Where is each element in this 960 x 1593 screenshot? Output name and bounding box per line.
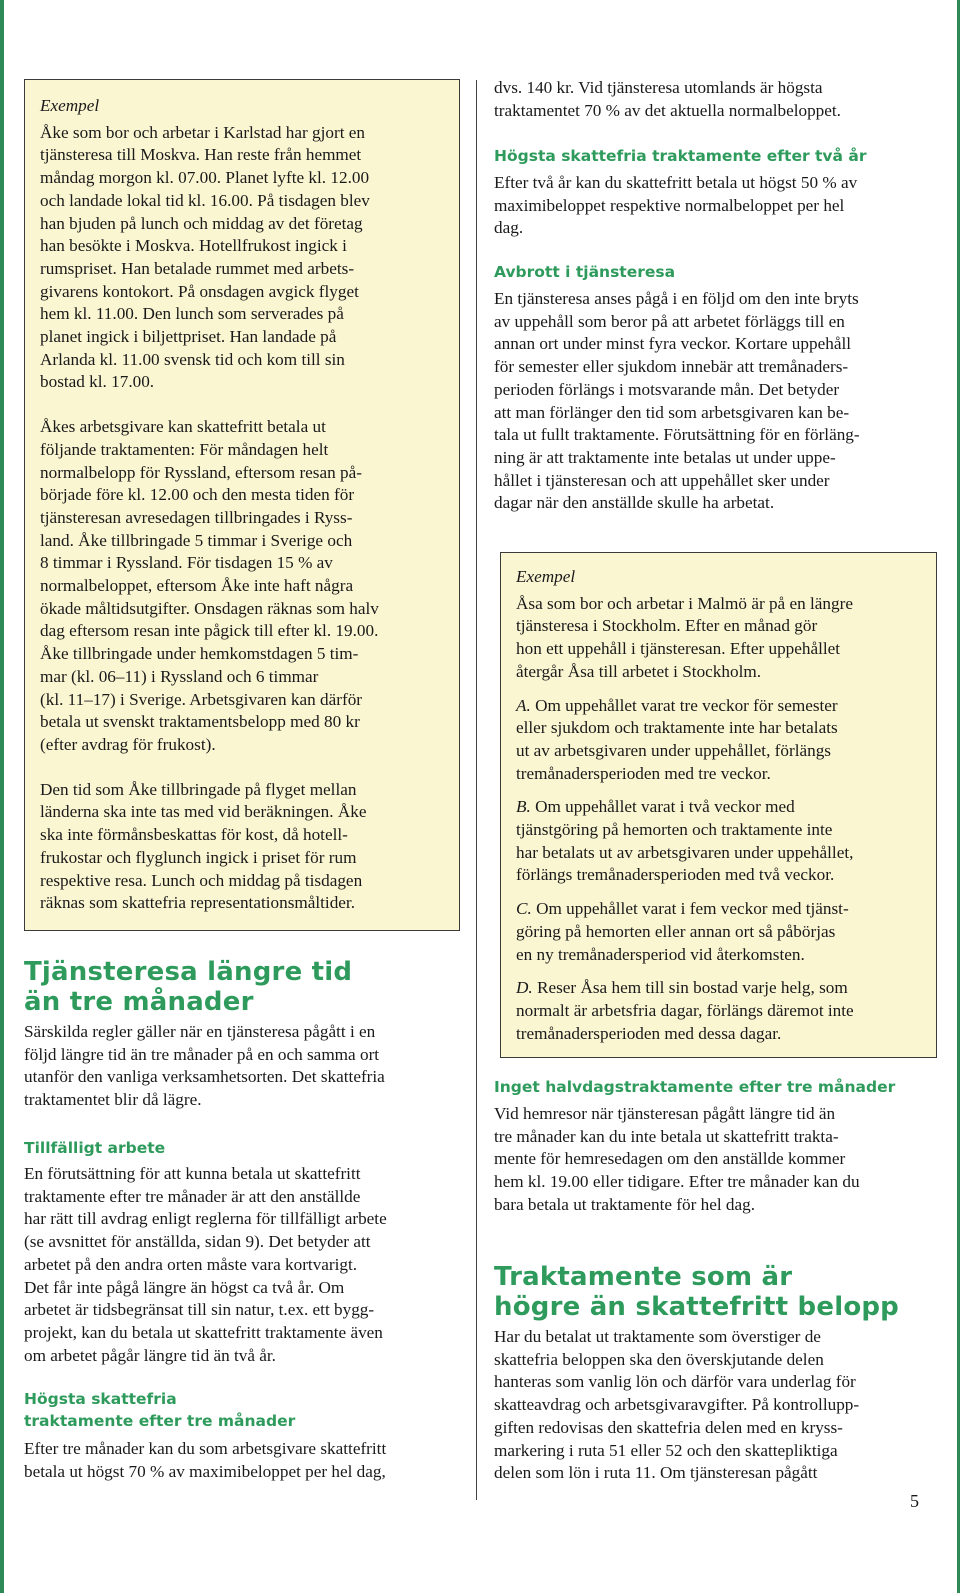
example-paragraph: Åsa som bor och arbetar i Malmö är på en längre tjänsteresa i Stockholm. Efter en månad gör hon ett uppehåll i tjänsteresan. Efter uppehållet återgår Åsa till arbetet i Stockholm. <box>516 593 853 681</box>
body-paragraph: dvs. 140 kr. Vid tjänsteresa utomlands är högsta traktamentet 70 % av det aktuella normalbeloppet. <box>494 78 841 120</box>
example-case-a: A. Om uppehållet varat tre veckor för semester eller sjukdom och traktamente inte har betalats ut av arbetsgivaren under uppehållet, förlängs tremånadersperioden med tre veckor. <box>516 695 838 783</box>
subheading: Avbrott i tjänsteresa <box>494 263 676 281</box>
example-paragraph: Den tid som Åke tillbringade på flyget mellan länderna ska inte tas med vid beräkningen. Åke ska inte förmånsbeskattas för kost, då hotell- frukostar och flyglunch ingick i priset för rum respektive resa. Lunch och middag på tisdagen räknas som skattefria representationsmåltider. <box>40 779 367 913</box>
example-label: Exempel <box>516 567 576 586</box>
example-case-d: D. Reser Åsa hem till sin bostad varje helg, som normalt är arbetsfria dagar, förlängs däremot inte tremånadersperioden med dessa dagar. <box>516 978 854 1043</box>
body-paragraph: Har du betalat ut traktamente som överstiger de skattefria beloppen ska den överskjutande delen hanteras som vanlig lön och därför vara underlag för skatteavdrag och arbetsgivaravgifter. På kontrollupp- giften redovisas den skattefria delen med en kryss- markering i ruta 51 eller 52 och den skattepliktiga delen som lön i ruta 11. Om tjänsteresan pågått <box>494 1327 860 1483</box>
example-box <box>500 552 937 1058</box>
body-paragraph: En förutsättning för att kunna betala ut skattefritt traktamente efter tre månader är att den anställde har rätt till avdrag enligt reglerna för tillfälligt arbete (se avsnittet för anställda, sidan 9). Det betyder att arbetet på den andra orten måste vara kortvarigt. Det får inte pågå längre än högst ca två år. Om arbetet är tidsbegränsat till sin natur, t.ex. ett bygg- projekt, kan du betala ut skattefritt traktamente även om arbetet pågår längre tid än två år. <box>24 1164 387 1365</box>
example-label: Exempel <box>40 96 100 115</box>
example-case-b: B. Om uppehållet varat i två veckor med tjänstgöring på hemorten och traktamente inte har betalats ut av arbetsgivaren under uppehållet, förlängs tremånadersperioden med två veckor. <box>516 797 854 885</box>
example-case-c: C. Om uppehållet varat i fem veckor med tjänst- göring på hemorten eller annan ort så påbörjas en ny tremånadersperiod vid återkomsten. <box>516 899 849 964</box>
body-paragraph: Efter två år kan du skattefritt betala ut högst 50 % av maximibeloppet respektive normalbeloppet per hel dag. <box>494 173 858 238</box>
example-paragraph: Åke som bor och arbetar i Karlstad har gjort en tjänsteresa till Moskva. Han reste från hemmet måndag morgon kl. 07.00. Planet lyfte kl. 12.00 och landade lokal tid kl. 16.00. På tisdagen blev han bjuden på lunch och middag av det företag han besökte i Moskva. Hotellfrukost ingick i rumspriset. Han betalade rummet med arbets- givarens kontokort. På onsdagen avgick flyget hem kl. 11.00. Den lunch som serverades på planet ingick i biljettpriset. Han landade på Arlanda kl. 11.00 svensk tid och kom till sin bostad kl. 17.00. <box>40 122 370 392</box>
example-paragraph: Åkes arbetsgivare kan skattefritt betala ut följande traktamenten: För måndagen helt normalbelopp för Ryssland, eftersom resan på- började före kl. 12.00 och den mesta tiden för tjänsteresan avresedagen tillbringades i Ryss- land. Åke tillbringade 5 timmar i Sverige och 8 timmar i Ryssland. För tisdagen 15 % av normalbeloppet, eftersom Åke inte haft några ökade måltidsutgifter. Onsdagen räknas som halv dag eftersom resan inte pågick till efter kl. 19.00. Åke tillbringade under hemkomstdagen 5 tim- mar (kl. 06–11) i Ryssland och 6 timmar (kl. 11–17) i Sverige. Arbetsgivaren kan därför betala ut svenskt traktamentsbelopp med 80 kr (efter avdrag för frukost). <box>40 417 379 754</box>
body-paragraph: En tjänsteresa anses pågå i en följd om den inte bryts av uppehåll som beror på att arbetet förläggs till en annan ort under minst fyra veckor. Kortare uppehåll för semester eller sjukdom innebär att tremånaders- perioden förlängs i motsvarande mån. Det betyder att man förlänger den tid som arbetsgivaren kan be- tala ut fullt traktamente. Förutsättning för en förläng- ning är att traktamente inte betalas ut under uppe- hållet i tjänsteresan och att uppehållet sker under dagar när den anställde skulle ha arbetat. <box>494 289 860 513</box>
body-paragraph: Vid hemresor när tjänsteresan pågått längre tid än tre månader kan du inte betala ut skattefritt trakta- mente för hemresedagen om den anställde kommer hem kl. 19.00 eller tidigare. Efter tre månader kan du bara betala ut traktamente för hel dag. <box>494 1104 860 1214</box>
example-box <box>24 79 460 931</box>
section-heading: Tjänsteresa längre tid än tre månader <box>24 957 353 1017</box>
subheading: Inget halvdagstraktamente efter tre månader <box>494 1078 896 1096</box>
body-paragraph: Efter tre månader kan du som arbetsgivare skattefritt betala ut högst 70 % av maximibeloppet per hel dag, <box>24 1439 387 1481</box>
subheading: Tillfälligt arbete <box>24 1139 166 1157</box>
subheading: Högsta skattefria traktamente efter två år <box>494 147 867 165</box>
subheading: Högsta skattefria traktamente efter tre månader <box>24 1390 296 1430</box>
page-edge-stripe <box>0 0 4 1593</box>
page-number: 5 <box>910 1491 919 1511</box>
column-divider <box>476 80 477 1500</box>
body-paragraph: Särskilda regler gäller när en tjänsteresa pågått i en följd längre tid än tre månader på en och samma ort utanför den vanliga verksamhetsorten. Det skattefria traktamentet blir då lägre. <box>24 1022 385 1110</box>
section-heading: Traktamente som är högre än skattefritt belopp <box>494 1262 899 1322</box>
